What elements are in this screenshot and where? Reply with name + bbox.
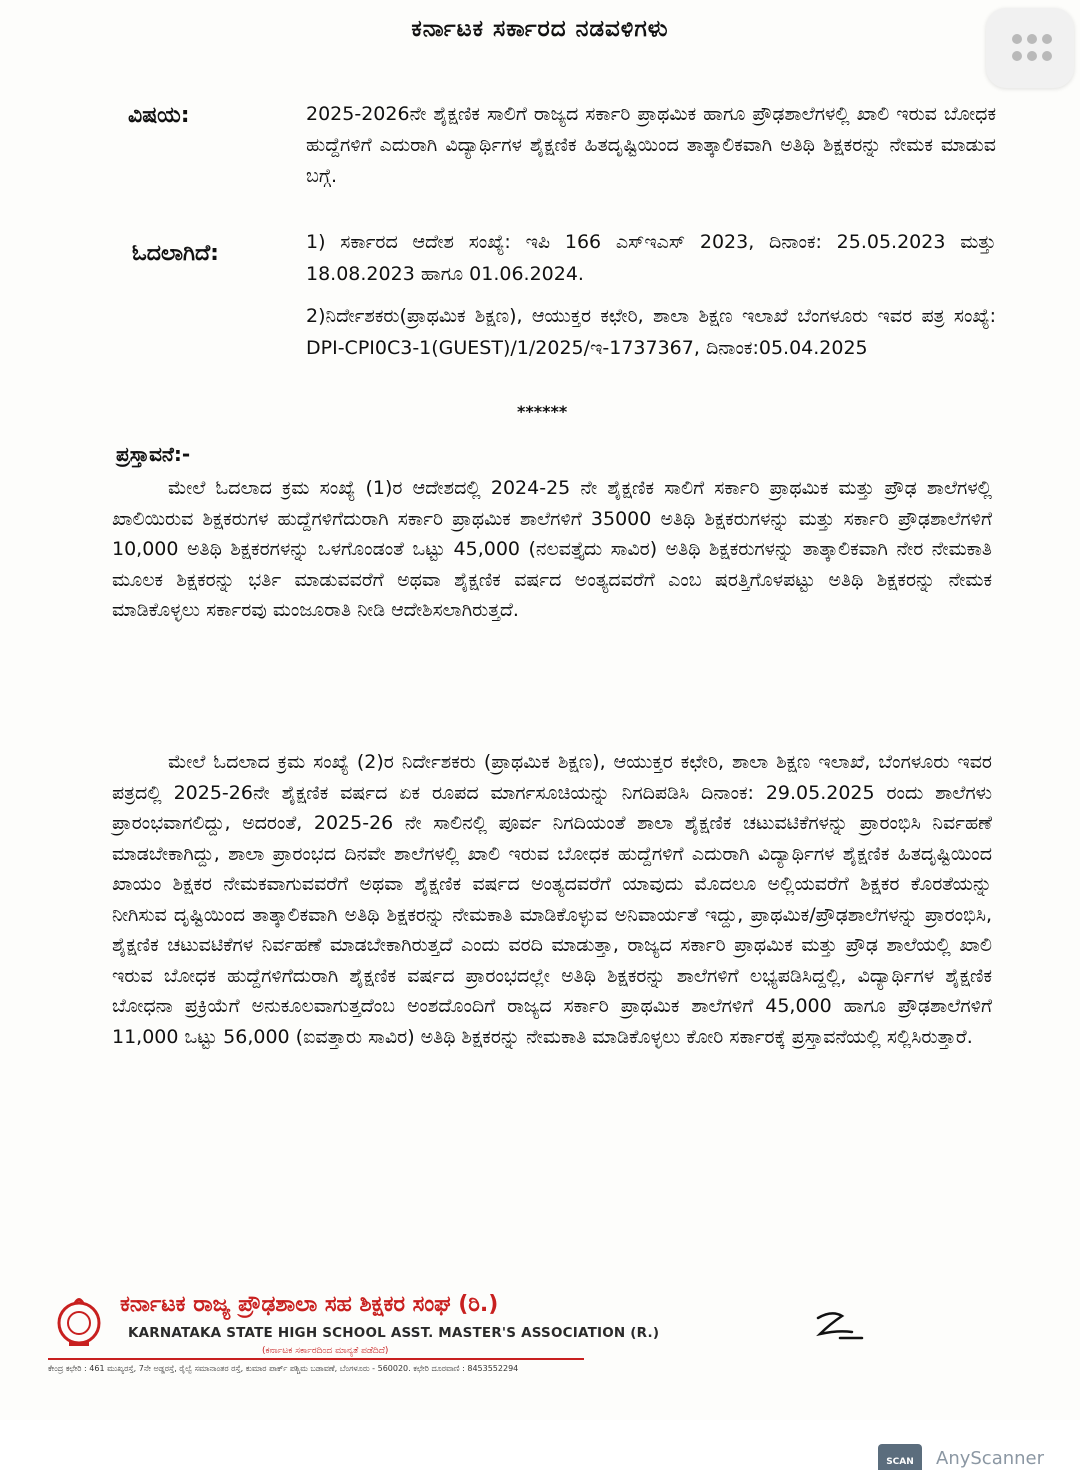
scanner-brand-name: AnyScanner	[936, 1448, 1045, 1469]
signature-mark	[812, 1308, 866, 1342]
association-logo-icon	[50, 1292, 108, 1350]
footer-divider	[48, 1358, 584, 1360]
more-dots-icon	[1012, 34, 1052, 64]
subject-text: 2025-2026ನೇ ಶೈಕ್ಷಣಿಕ ಸಾಲಿಗೆ ರಾಜ್ಯದ ಸರ್ಕಾರಿ ಪ್ರಾಥಮಿಕ ಹಾಗೂ ಪ್ರೌಢಶಾಲೆಗಳಲ್ಲಿ ಖಾಲಿ ಇರುವ ಬೋಧಕ ಹುದ್ದೆಗಳಿಗೆ ಎದುರಾಗಿ ವಿದ್ಯಾರ್ಥಿಗಳ ಶೈಕ್ಷಣಿಕ ಹಿತದೃಷ್ಟಿಯಿಂದ ತಾತ್ಕಾಲಿಕವಾಗಿ ಅತಿಥಿ ಶಿಕ್ಷಕರನ್ನು ನೇಮಕ ಮಾಡುವ ಬಗ್ಗೆ.	[306, 103, 996, 187]
reference-2: 2)ನಿರ್ದೇಶಕರು(ಪ್ರಾಥಮಿಕ ಶಿಕ್ಷಣ), ಆಯುಕ್ತರ ಕಛೇರಿ, ಶಾಲಾ ಶಿಕ್ಷಣ ಇಲಾಖೆ ಬೆಂಗಳೂರು ಇವರ ಪತ್ರ ಸಂಖ್ಯೆ: DPI-CPI0C3-1(GUEST)/1/2025/ಇ-1737367, ದಿನಾಂಕ:05.04.2025	[306, 305, 996, 359]
reference-1: 1) ಸರ್ಕಾರದ ಆದೇಶ ಸಂಖ್ಯೆ: ಇಪಿ 166 ಎಸ್‌ಇಎಸ್ 2023, ದಿನಾಂಕ: 25.05.2023 ಮತ್ತು 18.08.2023 ಹಾಗೂ 01.06.2024.	[306, 231, 996, 285]
preamble-label: ಪ್ರಸ್ತಾವನೆ:-	[116, 442, 191, 466]
association-address: ಕೇಂದ್ರ ಕಛೇರಿ : 461 ಮುಖ್ಯರಸ್ತೆ, 7ನೇ ಅಡ್ಡರಸ್ತೆ, ರೈಲ್ವೆ ಸಮಾನಾಂತರ ರಸ್ತೆ, ಕುಮಾರ ಪಾರ್ಕ್ ಪಶ್ಚಿಮ ಬಡಾವಣೆ, ಬೆಂಗಳೂರು - 560020. ಕಛೇರಿ ದೂರವಾಣಿ : 8453552294	[48, 1364, 519, 1373]
more-options-button[interactable]	[986, 8, 1074, 88]
paragraph-1: ಮೇಲೆ ಓದಲಾದ ಕ್ರಮ ಸಂಖ್ಯೆ (1)ರ ಆದೇಶದಲ್ಲಿ 2024-25 ನೇ ಶೈಕ್ಷಣಿಕ ಸಾಲಿಗೆ ಸರ್ಕಾರಿ ಪ್ರಾಥಮಿಕ ಮತ್ತು ಪ್ರೌಢ ಶಾಲೆಗಳಲ್ಲಿ ಖಾಲಿಯಿರುವ ಶಿಕ್ಷಕರುಗಳ ಹುದ್ದೆಗಳಿಗೆದುರಾಗಿ ಸರ್ಕಾರಿ ಪ್ರಾಥಮಿಕ ಶಾಲೆಗಳಿಗೆ 35000 ಅತಿಥಿ ಶಿಕ್ಷಕರುಗಳನ್ನು ಮತ್ತು ಸರ್ಕಾರಿ ಪ್ರೌಢಶಾಲೆಗಳಿಗೆ 10,000 ಅತಿಥಿ ಶಿಕ್ಷಕರಗಳನ್ನು ಒಳಗೊಂಡಂತೆ ಒಟ್ಟು 45,000 (ನಲವತ್ತೈದು ಸಾವಿರ) ಅತಿಥಿ ಶಿಕ್ಷಕರುಗಳನ್ನು ತಾತ್ಕಾಲಿಕವಾಗಿ ನೇರ ನೇಮಕಾತಿ ಮೂಲಕ ಶಿಕ್ಷಕರನ್ನು ಭರ್ತಿ ಮಾಡುವವರೆಗೆ ಅಥವಾ ಶೈಕ್ಷಣಿಕ ವರ್ಷದ ಅಂತ್ಯದವರೆಗೆ ಎಂಬ ಷರತ್ತಿಗೊಳಪಟ್ಟು ಅತಿಥಿ ಶಿಕ್ಷಕರನ್ನು ನೇಮಕ ಮಾಡಿಕೊಳ್ಳಲು ಸರ್ಕಾರವು ಮಂಜೂರಾತಿ ನೀಡಿ ಆದೇಶಿಸಲಾಗಿರುತ್ತದೆ.	[112, 477, 992, 621]
association-name-kannada: ಕರ್ನಾಟಕ ರಾಜ್ಯ ಪ್ರೌಢಶಾಲಾ ಸಹ ಶಿಕ್ಷಕರ ಸಂಘ (ರಿ.)	[120, 1292, 499, 1317]
reference-label: ಓದಲಾಗಿದೆ:	[132, 241, 219, 266]
separator-stars: ******	[517, 402, 568, 421]
document-title: ಕರ್ನಾಟಕ ಸರ್ಕಾರದ ನಡವಳಿಗಳು	[411, 16, 669, 42]
association-name-english: KARNATAKA STATE HIGH SCHOOL ASST. MASTER'S ASSOCIATION (R.)	[128, 1325, 660, 1341]
paragraph-2: ಮೇಲೆ ಓದಲಾದ ಕ್ರಮ ಸಂಖ್ಯೆ (2)ರ ನಿರ್ದೇಶಕರು (ಪ್ರಾಥಮಿಕ ಶಿಕ್ಷಣ), ಆಯುಕ್ತರ ಕಛೇರಿ, ಶಾಲಾ ಶಿಕ್ಷಣ ಇಲಾಖೆ, ಬೆಂಗಳೂರು ಇವರ ಪತ್ರದಲ್ಲಿ 2025-26ನೇ ಶೈಕ್ಷಣಿಕ ವರ್ಷದ ಏಕ ರೂಪದ ಮಾರ್ಗಸೂಚಿಯನ್ನು ನಿಗದಿಪಡಿಸಿ ದಿನಾಂಕ: 29.05.2025 ರಂದು ಶಾಲೆಗಳು ಪ್ರಾರಂಭವಾಗಲಿದ್ದು, ಅದರಂತೆ, 2025-26 ನೇ ಸಾಲಿನಲ್ಲಿ ಪೂರ್ವ ನಿಗದಿಯಂತೆ ಶಾಲಾ ಶೈಕ್ಷಣಿಕ ಚಟುವಟಿಕೆಗಳನ್ನು ಪ್ರಾರಂಭಿಸಿ ನಿರ್ವಹಣೆ ಮಾಡಬೇಕಾಗಿದ್ದು, ಶಾಲಾ ಪ್ರಾರಂಭದ ದಿನವೇ ಶಾಲೆಗಳಲ್ಲಿ ಖಾಲಿ ಇರುವ ಬೋಧಕ ಹುದ್ದೆಗಳಿಗೆ ಎದುರಾಗಿ ವಿದ್ಯಾರ್ಥಿಗಳ ಶೈಕ್ಷಣಿಕ ಹಿತದೃಷ್ಟಿಯಿಂದ ಖಾಯಂ ಶಿಕ್ಷಕರ ನೇಮಕವಾಗುವವರೆಗೆ ಅಥವಾ ಶೈಕ್ಷಣಿಕ ವರ್ಷದ ಅಂತ್ಯದವರೆಗೆ ಯಾವುದು ಮೊದಲೂ ಅಲ್ಲಿಯವರೆಗೆ ಶಿಕ್ಷಕರ ಕೊರತೆಯನ್ನು ನೀಗಿಸುವ ದೃಷ್ಟಿಯಿಂದ ತಾತ್ಕಾಲಿಕವಾಗಿ ಅತಿಥಿ ಶಿಕ್ಷಕರನ್ನು ನೇಮಕಾತಿ ಮಾಡಿಕೊಳ್ಳುವ ಅನಿವಾರ್ಯತೆ ಇದ್ದು, ಪ್ರಾಥಮಿಕ/ಪ್ರೌಢಶಾಲೆಗಳನ್ನು ಪ್ರಾರಂಭಿಸಿ, ಶೈಕ್ಷಣಿಕ ಚಟುವಟಿಕೆಗಳ ನಿರ್ವಹಣೆ ಮಾಡಬೇಕಾಗಿರುತ್ತದೆ ಎಂದು ವರದಿ ಮಾಡುತ್ತಾ, ರಾಜ್ಯದ ಸರ್ಕಾರಿ ಪ್ರಾಥಮಿಕ ಮತ್ತು ಪ್ರೌಢ ಶಾಲೆಯಲ್ಲಿ ಖಾಲಿ ಇರುವ ಬೋಧಕ ಹುದ್ದೆಗಳಿಗೆದುರಾಗಿ ಶೈಕ್ಷಣಿಕ ವರ್ಷದ ಪ್ರಾರಂಭದಲ್ಲೇ ಅತಿಥಿ ಶಿಕ್ಷಕರನ್ನು ಶಾಲೆಗಳಿಗೆ ಲಭ್ಯಪಡಿಸಿದ್ದಲ್ಲಿ, ವಿದ್ಯಾರ್ಥಿಗಳ ಶೈಕ್ಷಣಿಕ ಬೋಧನಾ ಪ್ರಕ್ರಿಯೆಗೆ ಅನುಕೂಲವಾಗುತ್ತದೆಂಬ ಅಂಶದೊಂದಿಗೆ ರಾಜ್ಯದ ಸರ್ಕಾರಿ ಪ್ರಾಥಮಿಕ ಶಾಲೆಗಳಿಗೆ 45,000 ಹಾಗೂ ಪ್ರೌಢಶಾಲೆಗಳಿಗೆ 11,000 ಒಟ್ಟು 56,000 (ಐವತ್ತಾರು ಸಾವಿರ) ಅತಿಥಿ ಶಿಕ್ಷಕರನ್ನು ನೇಮಕಾತಿ ಮಾಡಿಕೊಳ್ಳಲು ಕೋರಿ ಸರ್ಕಾರಕ್ಕೆ ಪ್ರಸ್ತಾವನೆಯಲ್ಲಿ ಸಲ್ಲಿಸಿರುತ್ತಾರೆ.	[112, 751, 992, 1048]
association-subtitle: (ಕರ್ನಾಟಕ ಸರ್ಕಾರದಿಂದ ಮಾನ್ಯತೆ ಪಡೆದಿದೆ)	[262, 1346, 389, 1356]
subject-label: ವಿಷಯ:	[128, 103, 190, 128]
scan-app-icon: SCAN	[878, 1444, 922, 1470]
